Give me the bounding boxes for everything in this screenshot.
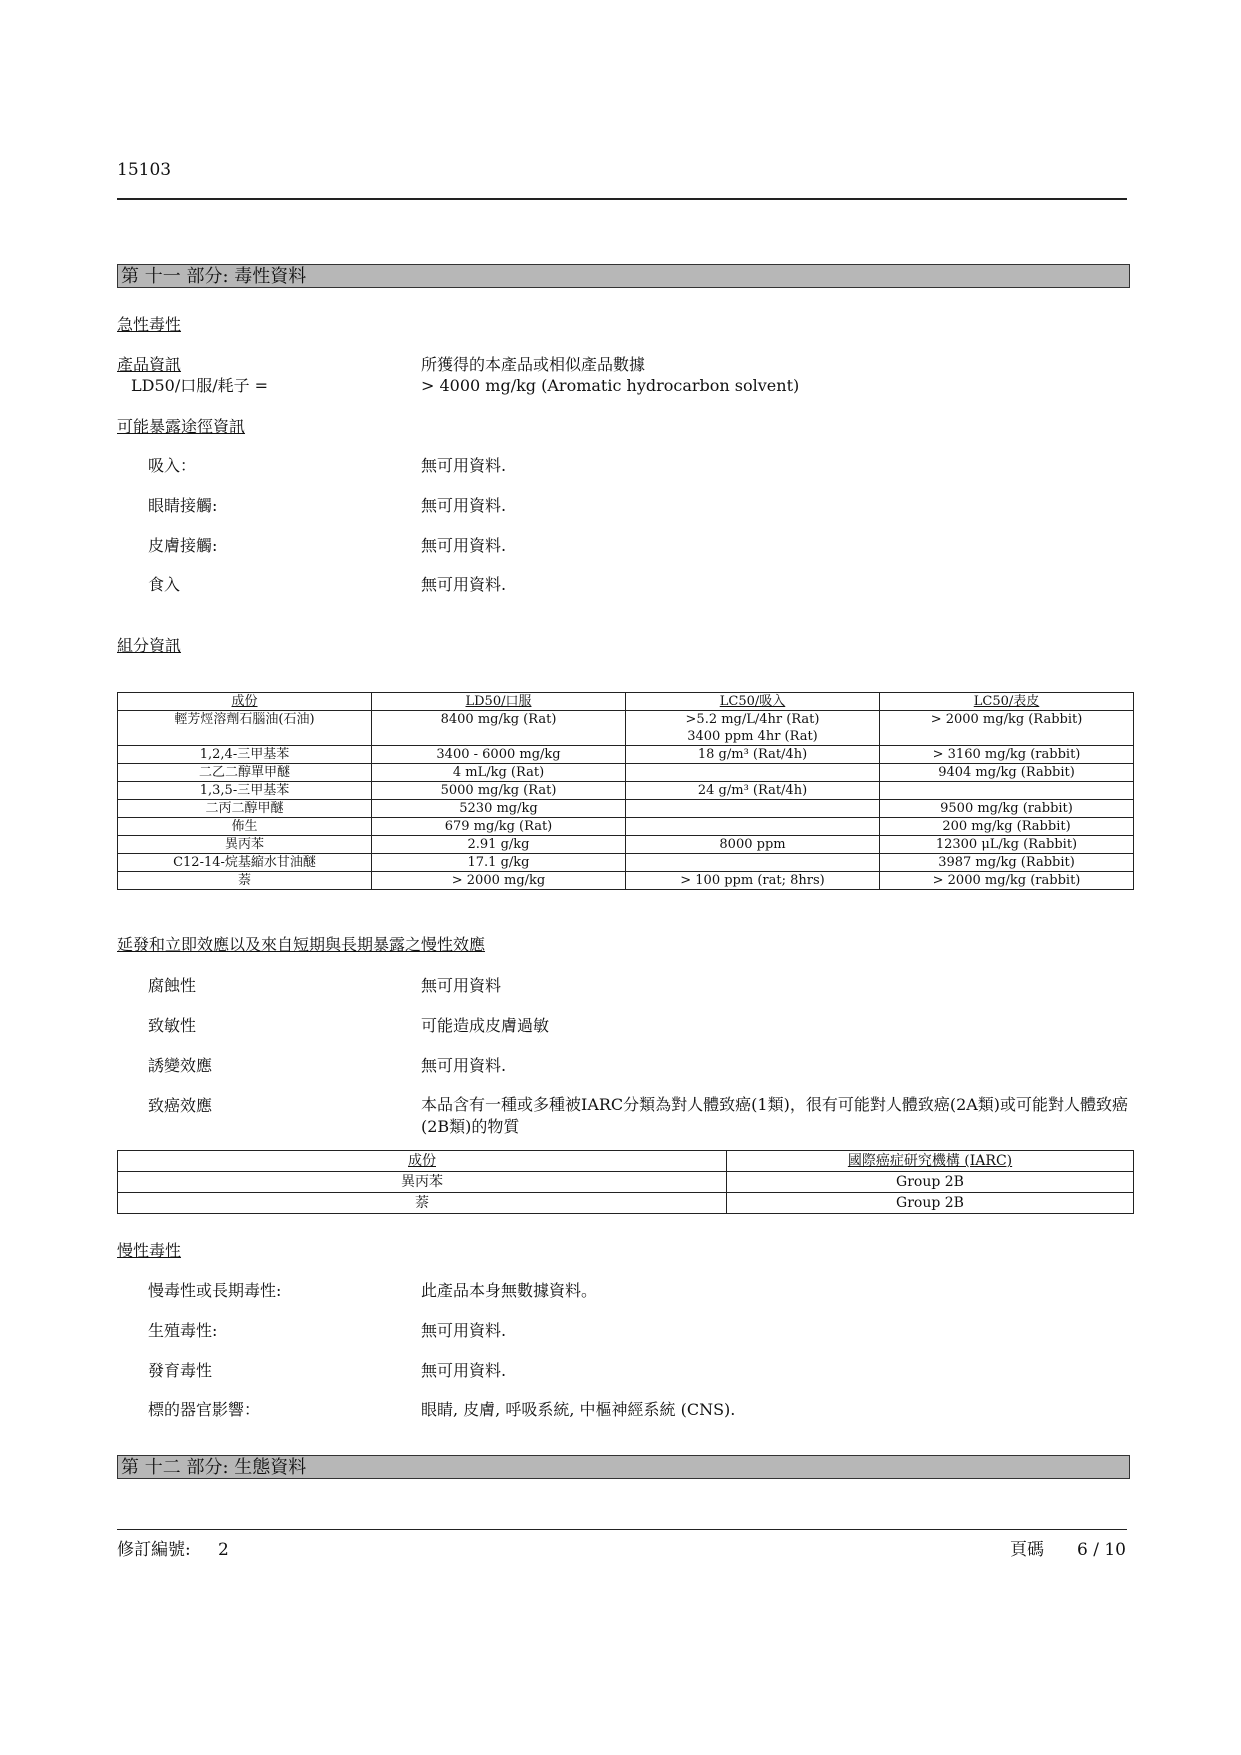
effect-value: 本品含有一種或多種被IARC分類為對人體致癌(1類)，很有可能對人體致癌(2A類)或可能對人體致癌(2B類)的物質 (421, 1095, 1129, 1136)
exposure-value: 無可用資料. (421, 575, 507, 594)
table-cell: 5000 mg/kg (Rat) (372, 782, 626, 800)
table-cell: 輕芳烴溶劑石腦油(石油) (118, 711, 372, 729)
table-row (118, 836, 1134, 854)
effect-label: 誘變效應 (148, 1056, 213, 1075)
effect-value: 無可用資料 (421, 976, 502, 995)
component-info-heading: 組分資訊 (117, 636, 182, 655)
table-cell: 3400 ppm 4hr (Rat) (626, 728, 880, 746)
effect-label: 腐蝕性 (148, 976, 197, 995)
document-number: 15103 (117, 160, 172, 180)
table-cell: 18 g/m³ (Rat/4h) (626, 746, 880, 764)
revision-number: 2 (218, 1540, 229, 1560)
exposure-value: 無可用資料. (421, 456, 507, 475)
exposure-value: 無可用資料. (421, 536, 507, 555)
table-cell: Group 2B (727, 1193, 1134, 1214)
table-cell: 異丙苯 (118, 1172, 727, 1193)
section-11-header (117, 264, 1130, 288)
table-cell (880, 728, 1134, 746)
revision-label: 修訂編號: (117, 1540, 191, 1560)
table-cell (372, 728, 626, 746)
table-cell: 3987 mg/kg (Rabbit) (880, 854, 1134, 872)
chronic-value: 眼睛, 皮膚, 呼吸系統, 中樞神經系統 (CNS). (421, 1400, 736, 1419)
table-cell: Group 2B (727, 1172, 1134, 1193)
table-cell (880, 782, 1134, 800)
chronic-value: 無可用資料. (421, 1361, 507, 1380)
ld50-value: > 4000 mg/kg (Aromatic hydrocarbon solvent) (421, 376, 800, 395)
table-row (118, 854, 1134, 872)
table-row (118, 1193, 1134, 1214)
table-cell: 679 mg/kg (Rat) (372, 818, 626, 836)
table-cell: 5230 mg/kg (372, 800, 626, 818)
chronic-label: 標的器官影響： (148, 1400, 261, 1419)
ld50-label: LD50/口服/耗子 = (131, 376, 269, 395)
section-12-header (117, 1455, 1130, 1479)
table-cell: 200 mg/kg (Rabbit) (880, 818, 1134, 836)
exposure-routes-heading: 可能暴露途徑資訊 (117, 417, 246, 436)
column-header: 國際癌症研究機構 (IARC) (727, 1151, 1134, 1172)
table-cell: 8400 mg/kg (Rat) (372, 711, 626, 729)
table-cell: 2.91 g/kg (372, 836, 626, 854)
table-cell: 9500 mg/kg (rabbit) (880, 800, 1134, 818)
exposure-label: 食入 (148, 575, 181, 594)
table-row (118, 872, 1134, 890)
effect-label: 致敏性 (148, 1016, 197, 1035)
table-cell: 4 mL/kg (Rat) (372, 764, 626, 782)
effects-heading: 延發和立即效應以及來自短期與長期暴露之慢性效應 (117, 935, 486, 954)
table-cell: 9404 mg/kg (Rabbit) (880, 764, 1134, 782)
exposure-label: 眼睛接觸: (148, 496, 218, 515)
table-cell: 3400 - 6000 mg/kg (372, 746, 626, 764)
section-12-title: 第 十二 部分: 生態資料 (121, 1457, 307, 1478)
table-cell (626, 764, 880, 782)
table-cell: > 3160 mg/kg (rabbit) (880, 746, 1134, 764)
table-cell (626, 800, 880, 818)
table-row (118, 764, 1134, 782)
column-header: LC50/吸入 (626, 693, 880, 711)
table-cell: 二丙二醇甲醚 (118, 800, 372, 818)
product-info-label: 產品資訊 (117, 355, 182, 374)
table-cell (626, 818, 880, 836)
chronic-label: 發育毒性 (148, 1361, 213, 1380)
table-cell: 24 g/m³ (Rat/4h) (626, 782, 880, 800)
table-cell: 12300 μL/kg (Rabbit) (880, 836, 1134, 854)
acute-toxicity-heading: 急性毒性 (117, 315, 182, 334)
chronic-label: 生殖毒性: (148, 1321, 218, 1340)
effect-value: 可能造成皮膚過敏 (421, 1016, 550, 1035)
table-cell: > 2000 mg/kg (rabbit) (880, 872, 1134, 890)
exposure-label: 吸入： (148, 456, 197, 475)
component-table (117, 692, 1134, 890)
product-info-value: 所獲得的本產品或相似產品數據 (421, 355, 646, 374)
table-cell (118, 728, 372, 746)
table-row (118, 728, 1134, 746)
table-cell: 8000 ppm (626, 836, 880, 854)
table-cell: 二乙二醇單甲醚 (118, 764, 372, 782)
column-header: 成份 (118, 1151, 727, 1172)
page-number: 6 / 10 (1077, 1540, 1126, 1560)
table-cell: >5.2 mg/L/4hr (Rat) (626, 711, 880, 729)
table-row (118, 1172, 1134, 1193)
chronic-toxicity-heading: 慢性毒性 (117, 1241, 182, 1260)
exposure-value: 無可用資料. (421, 496, 507, 515)
column-header: 成份 (118, 693, 372, 711)
table-cell: > 2000 mg/kg (372, 872, 626, 890)
table-cell: 萘 (118, 1193, 727, 1214)
table-cell: 異丙苯 (118, 836, 372, 854)
header-rule (117, 198, 1127, 200)
table-cell: 1,3,5-三甲基苯 (118, 782, 372, 800)
effect-value: 無可用資料. (421, 1056, 507, 1075)
chronic-value: 無可用資料. (421, 1321, 507, 1340)
table-row (118, 746, 1134, 764)
table-header-row (118, 693, 1134, 711)
table-cell: C12-14-烷基縮水甘油醚 (118, 854, 372, 872)
chronic-label: 慢毒性或長期毒性: (148, 1281, 282, 1300)
table-cell: 1,2,4-三甲基苯 (118, 746, 372, 764)
iarc-table (117, 1150, 1134, 1214)
page-label: 頁碼 (1010, 1540, 1044, 1560)
chronic-value: 此產品本身無數據資料。 (421, 1281, 598, 1300)
table-cell: 萘 (118, 872, 372, 890)
exposure-label: 皮膚接觸: (148, 536, 218, 555)
table-row (118, 711, 1134, 729)
table-row (118, 800, 1134, 818)
table-cell (626, 854, 880, 872)
table-header-row (118, 1151, 1134, 1172)
column-header: LC50/表皮 (880, 693, 1134, 711)
column-header: LD50/口服 (372, 693, 626, 711)
section-11-title: 第 十一 部分: 毒性資料 (121, 266, 307, 287)
footer-rule (117, 1529, 1127, 1530)
table-row (118, 818, 1134, 836)
table-row (118, 782, 1134, 800)
table-cell: > 2000 mg/kg (Rabbit) (880, 711, 1134, 729)
effect-label: 致癌效應 (148, 1096, 213, 1115)
table-cell: 17.1 g/kg (372, 854, 626, 872)
table-cell: > 100 ppm (rat; 8hrs) (626, 872, 880, 890)
table-cell: 佈生 (118, 818, 372, 836)
